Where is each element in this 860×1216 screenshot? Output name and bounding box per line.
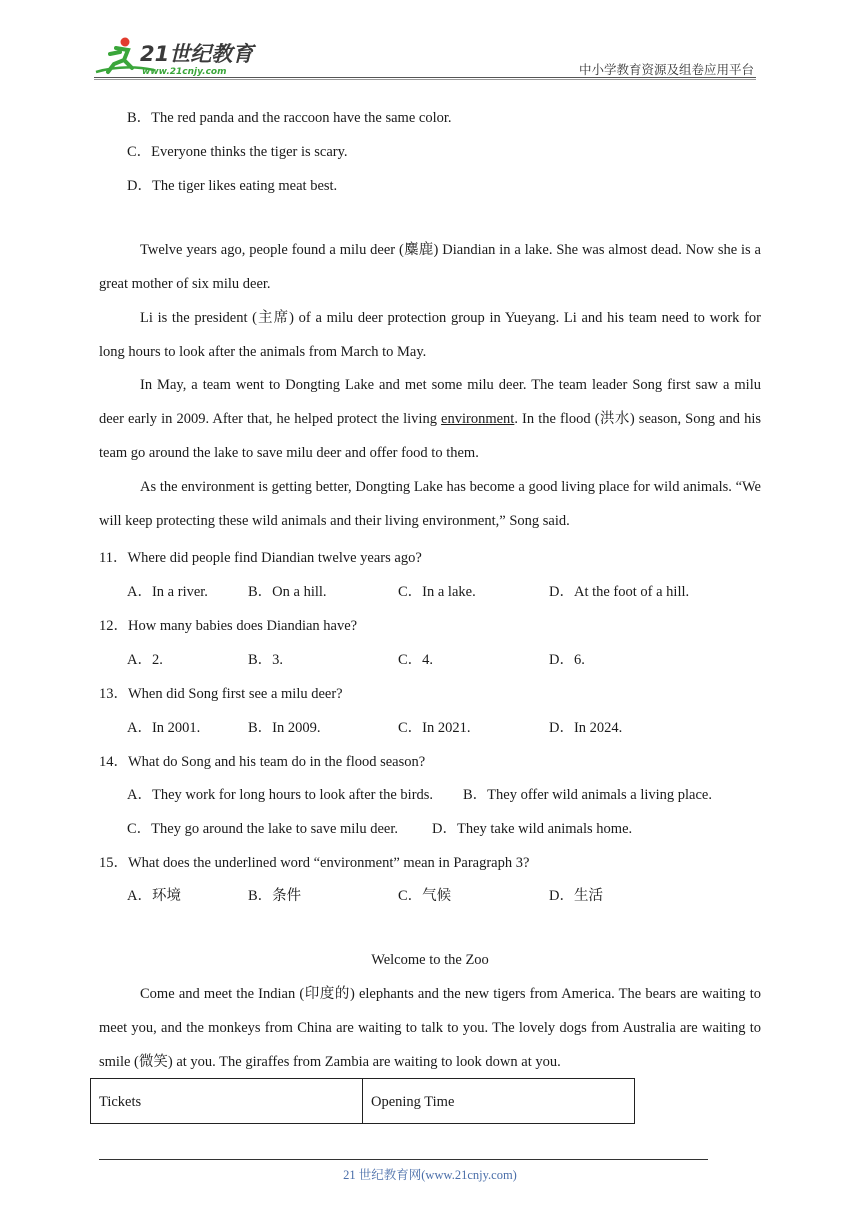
q11-option-b: B．On a hill.: [248, 584, 327, 600]
q14-option-a: A．They work for long hours to look after the birds.: [127, 787, 434, 803]
runner-logo-icon: [94, 34, 264, 78]
underlined-word: environment: [441, 411, 515, 427]
svg-text:21世纪教育: 21世纪教育: [140, 42, 254, 66]
q14-option-b: B．They offer wild animals a living place.: [463, 787, 712, 803]
q15-option-a: A．环境: [127, 888, 181, 904]
q12-option-c: C．4.: [398, 652, 434, 668]
prev-option-d: D．The tiger likes eating meat best.: [127, 178, 338, 194]
header-divider: [94, 77, 756, 78]
question-14: 14．What do Song and his team do in the flood season?: [99, 754, 426, 770]
q12-option-a: A．2.: [127, 652, 163, 668]
zoo-info-table: [90, 1078, 635, 1124]
footer-link[interactable]: 21 世纪教育网(www.21cnjy.com): [343, 1168, 517, 1182]
prev-option-c: C．Everyone thinks the tiger is scary.: [127, 144, 348, 160]
header-divider-thin: [94, 79, 756, 80]
table-header-tickets: Tickets: [91, 1079, 363, 1123]
passage-paragraph-3: In May, a team went to Dongting Lake and met some milu deer. The team leader Song first saw a milu deer early in 2009. After that, he helped protect the living environment. In the flood (洪水) season, Song and his team go around the lake to save milu deer and offer food to them.: [99, 377, 762, 461]
q15-option-d: D．生活: [549, 888, 603, 904]
question-15: 15．What does the underlined word “environment” mean in Paragraph 3?: [99, 855, 530, 871]
q11-option-d: D．At the foot of a hill.: [549, 584, 690, 600]
passage-paragraph-2: Li is the president (主席) of a milu deer protection group in Yueyang. Li and his team need to work for long hours to look after the animals from March to May.: [99, 310, 761, 360]
q13-option-d: D．In 2024.: [549, 720, 623, 736]
q12-option-b: B．3.: [248, 652, 284, 668]
q11-option-c: C．In a lake.: [398, 584, 476, 600]
q14-option-d: D．They take wild animals home.: [432, 821, 633, 837]
svg-text:www.21cnjy.com: www.21cnjy.com: [142, 67, 227, 77]
question-13: 13．When did Song first see a milu deer?: [99, 686, 343, 702]
q13-option-b: B．In 2009.: [248, 720, 321, 736]
table-header-opening-time: Opening Time: [371, 1094, 455, 1110]
question-11: 11．Where did people find Diandian twelve years ago?: [99, 550, 422, 566]
q13-option-a: A．In 2001.: [127, 720, 201, 736]
q15-option-c: C．气候: [398, 888, 452, 904]
passage-paragraph-4: As the environment is getting better, Dongting Lake has become a good living place for wild animals. “We will keep protecting these wild animals and their living environment,” Song said.: [99, 479, 761, 529]
zoo-intro-paragraph: Come and meet the Indian (印度的) elephants and the new tigers from America. The bears are waiting to meet you, and the monkeys from China are waiting to talk to you. The lovely dogs from Australia are waiting to smile (微笑) at you. The giraffes from Zambia are waiting to look down at you.: [99, 986, 761, 1070]
zoo-title: Welcome to the Zoo: [371, 952, 489, 968]
prev-option-b: B．The red panda and the raccoon have the same color.: [127, 110, 452, 126]
passage-paragraph-1: Twelve years ago, people found a milu deer (麋鹿) Diandian in a lake. She was almost dead. Now she is a great mother of six milu deer.: [99, 242, 761, 292]
header-platform-text: 中小学教育资源及组卷应用平台: [578, 62, 754, 77]
question-12: 12．How many babies does Diandian have?: [99, 618, 358, 634]
q13-option-c: C．In 2021.: [398, 720, 471, 736]
q14-option-c: C．They go around the lake to save milu deer.: [127, 821, 398, 837]
q12-option-d: D．6.: [549, 652, 585, 668]
q15-option-b: B．条件: [248, 888, 302, 904]
footer-divider: [99, 1159, 708, 1160]
q11-option-a: A．In a river.: [127, 584, 208, 600]
site-logo: [94, 34, 264, 78]
